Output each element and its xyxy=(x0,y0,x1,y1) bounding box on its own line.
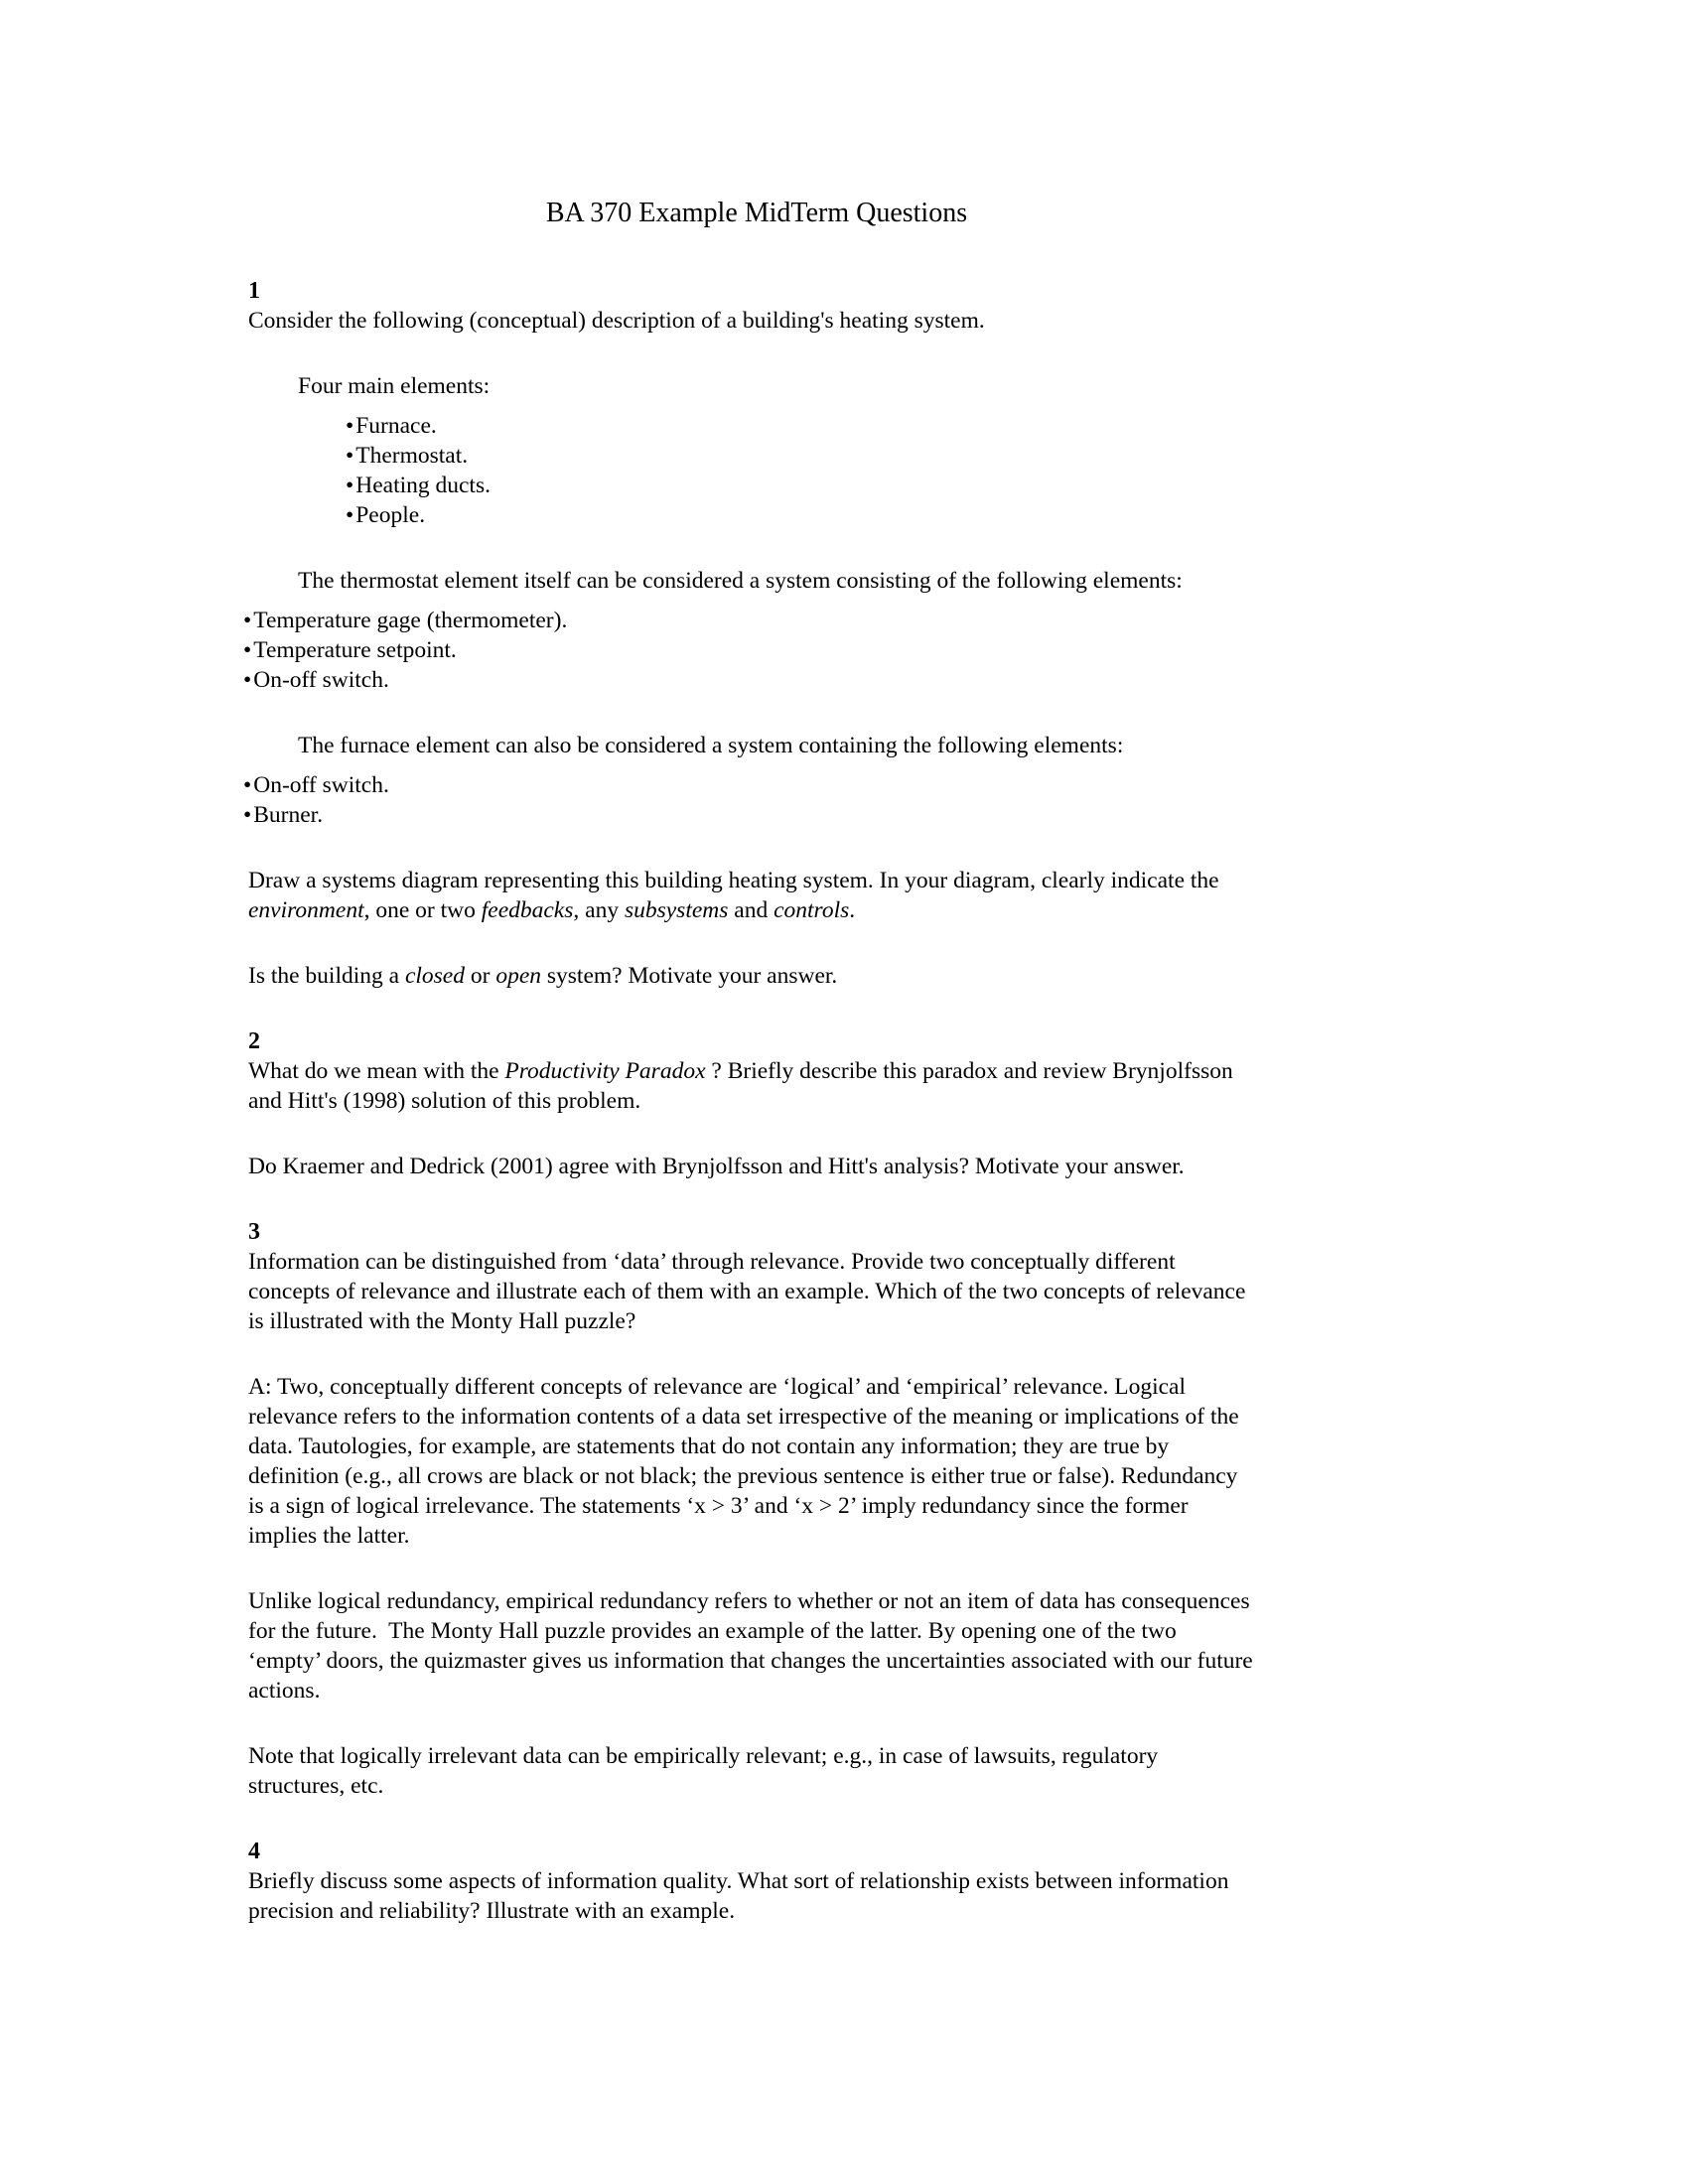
paragraph xyxy=(248,1247,1688,1336)
paragraph xyxy=(298,731,1688,760)
bullet-item-label: Temperature setpoint. xyxy=(253,637,457,663)
text-line: The thermostat element itself can be considered a system consisting of the following elements: xyxy=(298,568,1183,594)
paragraph xyxy=(248,1372,1688,1551)
bullet-item-label: Furnace. xyxy=(355,413,437,439)
paragraph xyxy=(248,1866,1688,1926)
bullet-item-label: Thermostat. xyxy=(355,443,469,469)
text-line: ‘empty’ doors, the quizmaster gives us information that changes the uncertainties associated with our future xyxy=(248,1648,1253,1674)
text-line: relevance refers to the information contents of a data set irrespective of the meaning or implications of the xyxy=(248,1404,1239,1430)
text-line: Information can be distinguished from ‘data’ through relevance. Provide two conceptually different xyxy=(248,1249,1176,1275)
text-line: definition (e.g., all crows are black or not black; the previous sentence is either true or false). Redundancy xyxy=(248,1463,1238,1489)
text-line: 2 xyxy=(248,1028,260,1054)
bullet-icon: • xyxy=(243,608,252,633)
text-line: 4 xyxy=(248,1839,260,1864)
bullet-item xyxy=(346,500,1688,530)
text-line: What do we mean with the Productivity Paradox ? Briefly describe this paradox and review Brynjolfsson xyxy=(248,1058,1233,1084)
bullet-icon: • xyxy=(346,443,354,469)
bullet-item-label: Burner. xyxy=(253,802,324,828)
paragraph xyxy=(248,1741,1688,1801)
bullet-item xyxy=(243,770,1688,800)
text-line: Four main elements: xyxy=(298,373,491,399)
bullet-icon: • xyxy=(346,413,354,439)
section-heading xyxy=(248,1837,1688,1866)
text-line: Is the building a closed or open system? Motivate your answer. xyxy=(248,963,838,989)
text-line: data. Tautologies, for example, are statements that do not contain any information; they are true by xyxy=(248,1433,1170,1459)
bullet-icon: • xyxy=(346,502,354,528)
text-line: actions. xyxy=(248,1678,321,1704)
bullet-item-label: Temperature gage (thermometer). xyxy=(253,608,568,633)
paragraph xyxy=(248,1056,1688,1116)
text-line: and Hitt's (1998) solution of this problem. xyxy=(248,1088,641,1114)
document-title: BA 370 Example MidTerm Questions xyxy=(545,198,968,228)
bullet-item-label: On-off switch. xyxy=(253,772,389,798)
paragraph xyxy=(298,566,1688,596)
section-heading xyxy=(248,1217,1688,1247)
bullet-item xyxy=(346,441,1688,471)
bullet-item xyxy=(243,606,1688,635)
bullet-item xyxy=(346,411,1688,441)
bullet-list xyxy=(243,770,1688,830)
text-line: A: Two, conceptually different concepts of relevance are ‘logical’ and ‘empirical’ relevance. Logical xyxy=(248,1374,1186,1400)
text-line: Unlike logical redundancy, empirical redundancy refers to whether or not an item of data has consequences xyxy=(248,1588,1250,1614)
text-line: Consider the following (conceptual) description of a building's heating system. xyxy=(248,308,985,334)
text-line: is illustrated with the Monty Hall puzzle? xyxy=(248,1308,636,1334)
text-line: The furnace element can also be considered a system containing the following elements: xyxy=(298,733,1124,758)
text-line: concepts of relevance and illustrate each of them with an example. Which of the two concepts of relevance xyxy=(248,1279,1246,1304)
paragraph xyxy=(298,371,1688,401)
text-line: 3 xyxy=(248,1219,260,1245)
bullet-icon: • xyxy=(243,802,252,828)
bullet-item xyxy=(243,635,1688,665)
text-line: precision and reliability? Illustrate with an example. xyxy=(248,1898,736,1924)
bullet-list xyxy=(243,606,1688,695)
text-line: 1 xyxy=(248,278,260,304)
text-line: is a sign of logical irrelevance. The statements ‘x > 3’ and ‘x > 2’ imply redundancy since the former xyxy=(248,1493,1189,1519)
paragraph xyxy=(248,866,1688,925)
bullet-item xyxy=(243,665,1688,695)
document-content xyxy=(243,0,1688,1926)
paragraph xyxy=(248,1586,1688,1706)
text-line: Draw a systems diagram representing this building heating system. In your diagram, clearly indicate the xyxy=(248,868,1219,893)
bullet-item xyxy=(346,471,1688,500)
paragraph xyxy=(248,1152,1688,1181)
text-line: implies the latter. xyxy=(248,1523,410,1549)
bullet-icon: • xyxy=(243,772,252,798)
text-line: Note that logically irrelevant data can be empirically relevant; e.g., in case of lawsuits, regulatory xyxy=(248,1743,1159,1769)
section-heading xyxy=(248,1026,1688,1056)
text-line: Do Kraemer and Dedrick (2001) agree with Brynjolfsson and Hitt's analysis? Motivate your answer. xyxy=(248,1154,1185,1179)
bullet-icon: • xyxy=(243,637,252,663)
bullet-list xyxy=(346,411,1688,530)
document-body xyxy=(243,276,1688,1926)
text-line: Briefly discuss some aspects of information quality. What sort of relationship exists between information xyxy=(248,1868,1229,1894)
bullet-item-label: People. xyxy=(355,502,426,528)
paragraph xyxy=(248,306,1688,336)
section-heading xyxy=(248,276,1688,306)
bullet-icon: • xyxy=(243,667,252,693)
bullet-item-label: On-off switch. xyxy=(253,667,389,693)
bullet-icon: • xyxy=(346,473,354,498)
bullet-item xyxy=(243,800,1688,830)
text-line: structures, etc. xyxy=(248,1773,384,1799)
text-line: for the future. The Monty Hall puzzle provides an example of the latter. By opening one of the two xyxy=(248,1618,1177,1644)
text-line: environment, one or two feedbacks, any subsystems and controls. xyxy=(248,897,856,923)
bullet-item-label: Heating ducts. xyxy=(355,473,491,498)
paragraph xyxy=(248,961,1688,991)
